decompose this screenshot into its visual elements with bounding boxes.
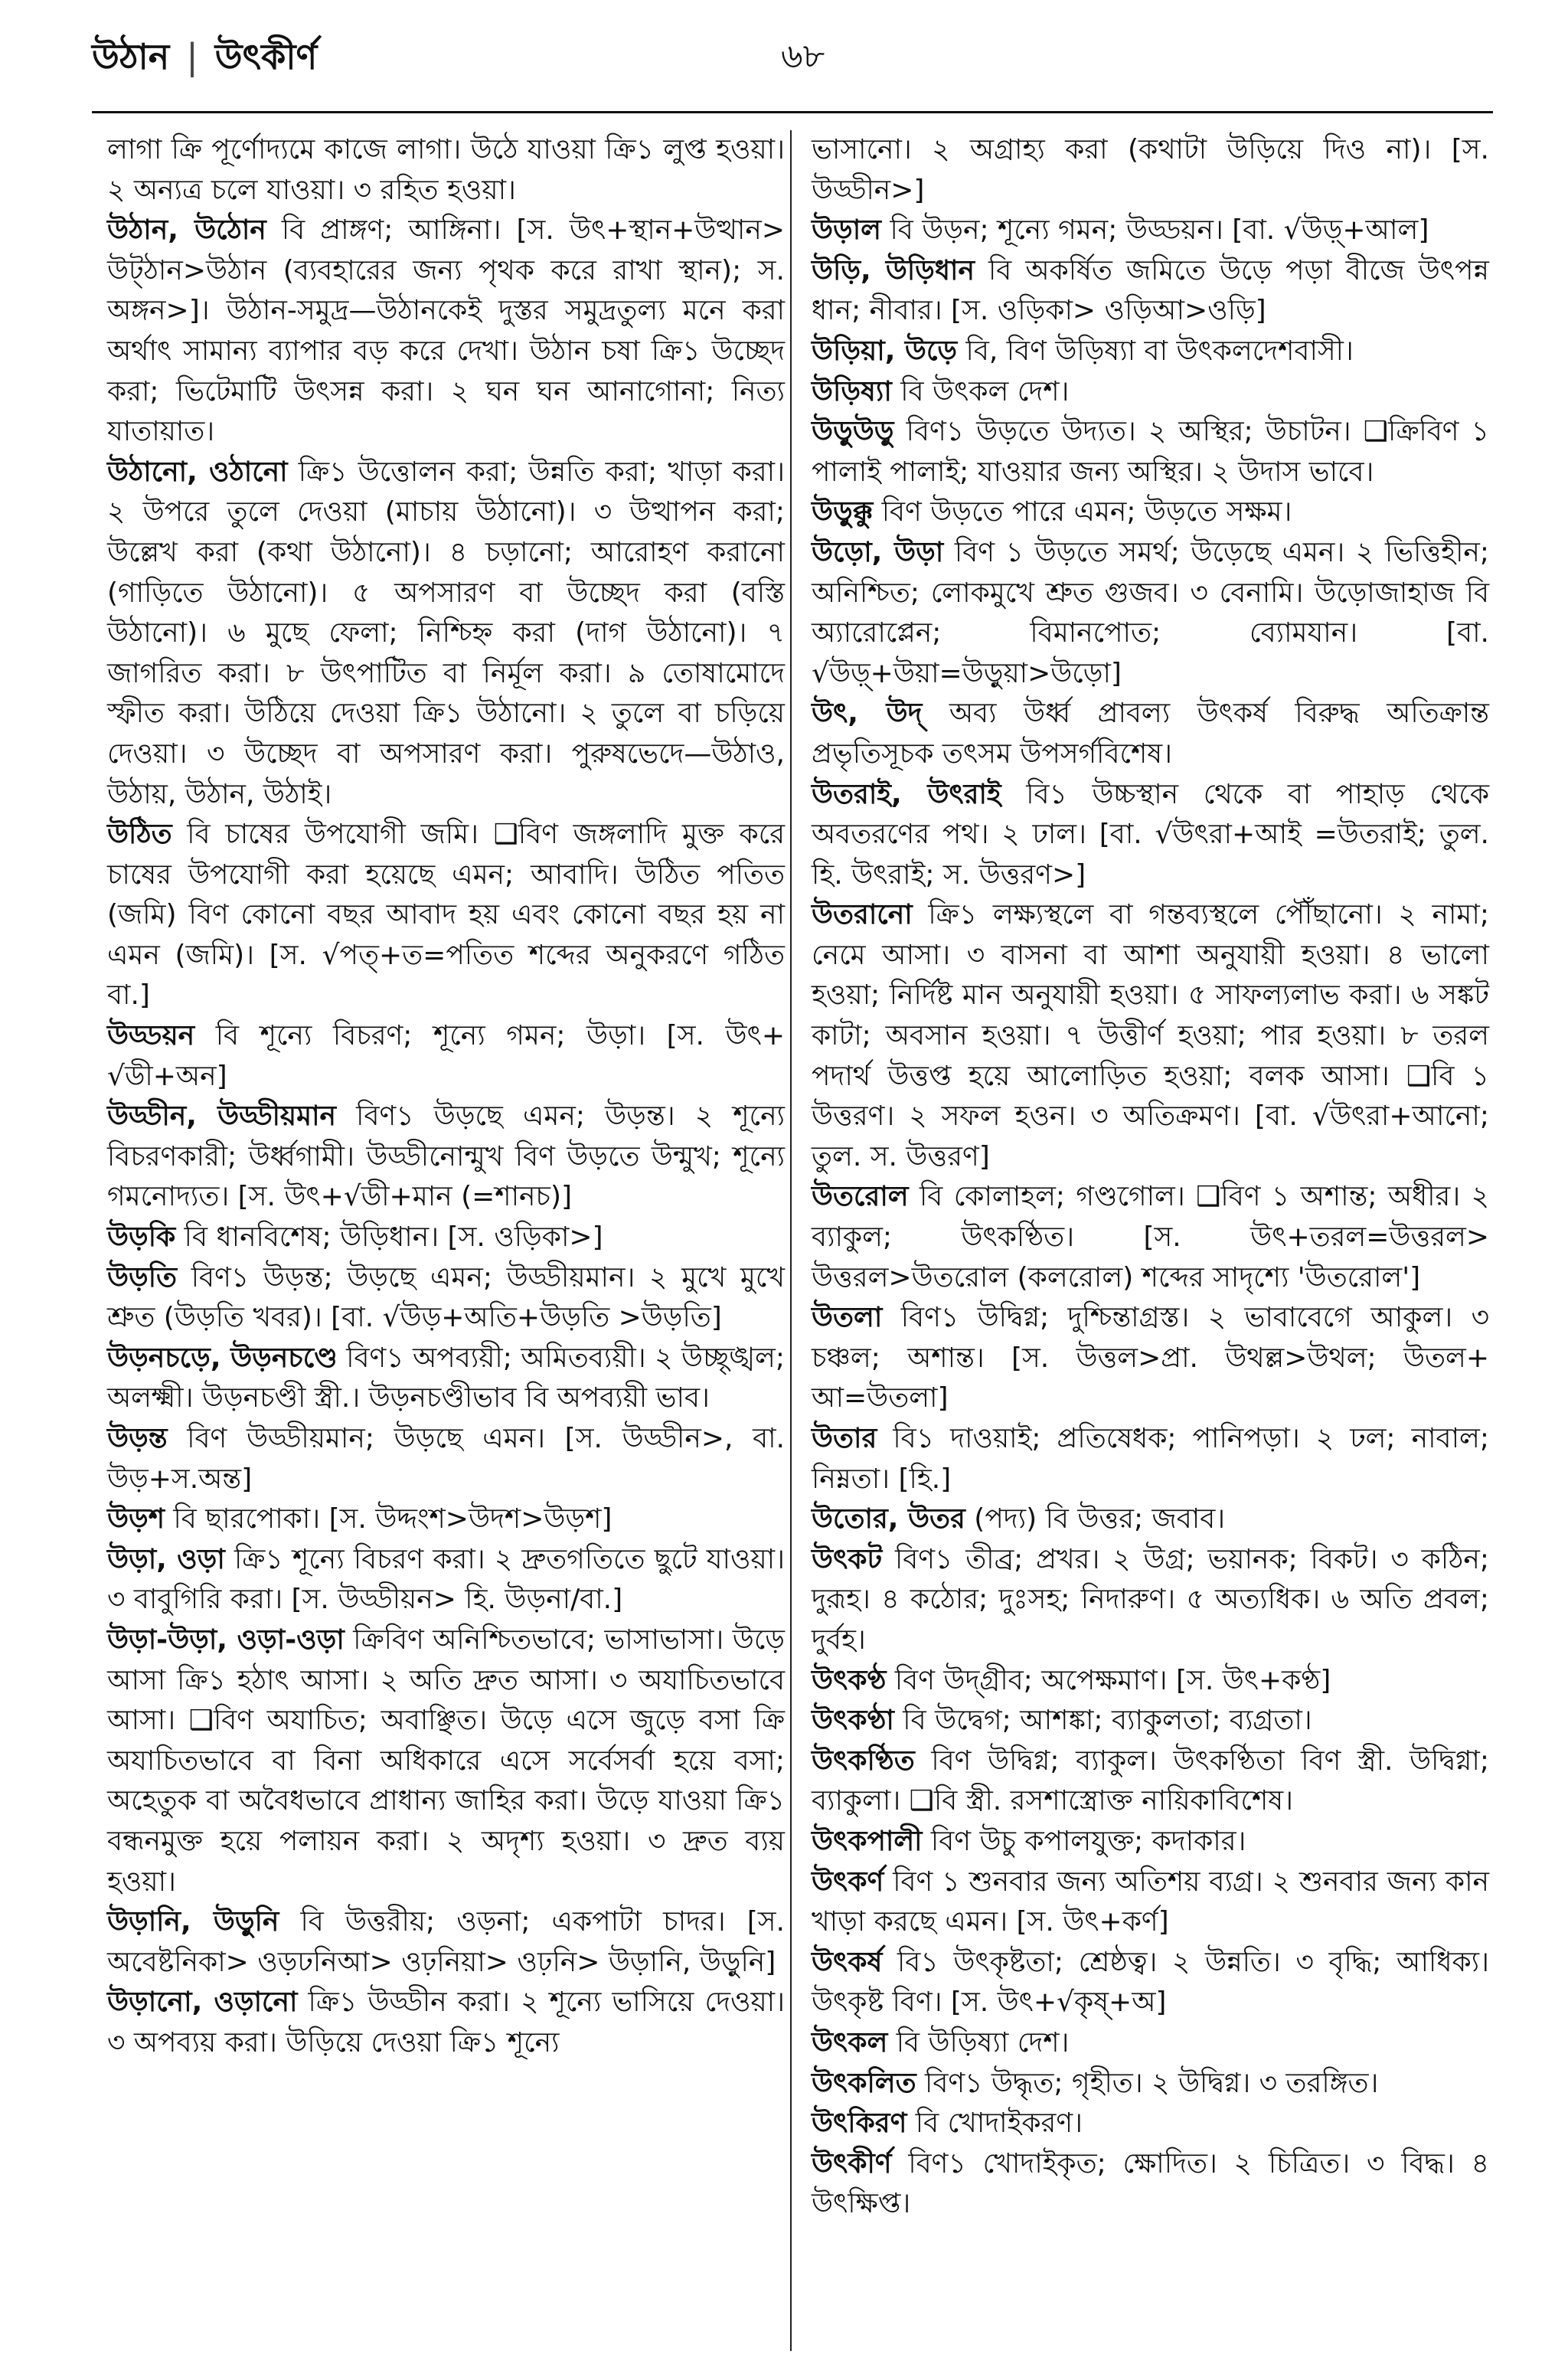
dictionary-entry [107, 1097, 785, 1218]
entry-headword: উড়ুক্কু [812, 496, 874, 528]
dictionary-entry [812, 1741, 1489, 1822]
dictionary-entry [107, 1419, 785, 1499]
entry-headword: উৎকল [812, 2026, 888, 2058]
dictionary-entry [812, 1177, 1489, 1298]
entry-headword: উড়িয়া, উড়ে [812, 335, 958, 367]
dictionary-entry [812, 372, 1489, 413]
entry-headword: উৎকণ্ঠ [812, 1664, 887, 1696]
header-rule [92, 111, 1493, 113]
dictionary-entry [812, 1419, 1489, 1499]
entry-definition: বিণ ১ উড়তে সমর্থ; উড়েছে এমন। ২ ভিত্তিহীন; অনিশ্চিত; লোকমুখে শ্রুত গুজব। ৩ বেনামি। উড়োজাহাজ বি অ্যারোপ্লেন; বিমানপোত; ব্যোমযান। [বা. √উড়্‌+উয়া=উড়ুয়া>উড়ো] [812, 536, 1489, 689]
entry-definition: বি উত্তরীয়; ওড়না; একপাটা চাদর। [স. অবেষ্টনিকা> ওড়ঢনিআ> ওঢ়নিয়া> ওঢ়নি> উড়ানি, উড়ুনি] [107, 1906, 785, 1978]
entry-headword: উৎকর্ণ [812, 1866, 884, 1898]
entry-headword: উতলা [812, 1302, 883, 1334]
entry-definition: বি১ উচ্চস্থান থেকে বা পাহাড় থেকে অবতরণের পথ। ২ ঢাল। [বা. √উৎরা+আই =উতরাই; তুল. হি. উৎরাই; স. উত্তরণ>] [812, 778, 1489, 891]
entry-headword: উড়তি [107, 1261, 178, 1293]
dictionary-entry [812, 332, 1489, 372]
left-column [107, 130, 785, 2064]
dictionary-entry [812, 2064, 1489, 2104]
entry-definition: ক্রি১ শূন্যে বিচরণ করা। ২ দ্রুতগতিতে ছুটে যাওয়া। ৩ বাবুগিরি করা। [স. উড্ডীয়ন> হি. উড়না/বা.] [107, 1543, 785, 1616]
entry-headword: উৎকলিত [812, 2067, 916, 2099]
entry-definition: অব্য উর্ধ্ব প্রাবল্য উৎকর্ষ বিরুদ্ধ অতিক্রান্ত প্রভৃতিসূচক তৎসম উপসর্গবিশেষ। [812, 698, 1489, 770]
dictionary-entry [107, 1902, 785, 1983]
entry-headword: উৎ, উদ্‌ [812, 698, 923, 730]
entry-definition: বি খোদাইকরণ। [906, 2107, 1083, 2140]
dictionary-entry [812, 1822, 1489, 1862]
dictionary-entry [812, 533, 1489, 694]
dictionary-entry [107, 1218, 785, 1258]
entry-definition: বিণ১ উড়ছে এমন; উড়ন্ত। ২ শূন্যে বিচরণকারী; উর্ধ্বগামী। উড্ডীনোন্মুখ বিণ উড়তে উন্মুখ; শূন্যে গমনোদ্যত। [স. উৎ+√ডী+মান (=শানচ)] [107, 1100, 785, 1213]
entry-definition: বিণ১ তীব্র; প্রখর। ২ উগ্র; ভয়ানক; বিকট। ৩ কঠিন; দুরূহ। ৪ কঠোর; দুঃসহ; নিদারুণ। ৫ অত্যধিক। ৬ অতি প্রবল; দুর্বহ। [812, 1543, 1489, 1656]
entry-definition: বিণ উড্ডীয়মান; উড়ছে এমন। [স. উড্ডীন>, বা. উড়+স.অন্ত] [107, 1423, 785, 1495]
entry-definition: বি, বিণ উড়িষ্যা বা উৎকলদেশবাসী। [957, 335, 1354, 367]
entry-headword: উড়শ [107, 1503, 165, 1535]
dictionary-entry [107, 1499, 785, 1540]
entry-headword: উড়ানি, উড়ুনি [107, 1906, 279, 1938]
entry-headword: উড়া, ওড়া [107, 1543, 225, 1575]
entry-headword: উড়াল [812, 214, 882, 247]
dictionary-entry [812, 2104, 1489, 2144]
dictionary-entry [107, 1620, 785, 1902]
dictionary-entry [107, 1016, 785, 1097]
entry-definition: লাগা ক্রি পূর্ণোদ্যমে কাজে লাগা। উঠে যাওয়া ক্রি১ লুপ্ত হওয়া। ২ অন্যত্র চলে যাওয়া। ৩ রহিত হওয়া। [107, 134, 785, 206]
entry-definition: বি উড়িষ্যা দেশ। [887, 2026, 1070, 2058]
dictionary-entry [812, 694, 1489, 774]
dictionary-entry [107, 453, 785, 815]
running-head [92, 31, 317, 89]
entry-headword: উঠিত [107, 819, 172, 851]
entry-headword: উঠান, উঠোন [107, 214, 266, 247]
entry-headword: উৎকর্ষ [812, 1946, 883, 1978]
dictionary-entry [812, 895, 1489, 1177]
entry-definition: বিণ১ অপব্যয়ী; অমিতব্যয়ী। ২ উচ্ছৃঙ্খল; অলক্ষ্মী। উড়নচণ্ডী স্ত্রী.। উড়নচণ্ডীভাব বি অপব্যয়ী ভাব। [107, 1342, 785, 1414]
entry-definition: বিণ১ উদ্ধৃত; গৃহীত। ২ উদ্বিগ্ন। ৩ তরঙ্গিত। [916, 2067, 1379, 2099]
entry-headword: উড়িষ্যা [812, 375, 892, 407]
entry-headword: উড়ানো, ওড়ানো [107, 1987, 298, 2019]
entry-headword: উৎকট [812, 1543, 883, 1575]
dictionary-entry [107, 1983, 785, 2063]
dictionary-entry [812, 2144, 1489, 2225]
entry-definition: বিণ উড়তে পারে এমন; উড়তে সক্ষম। [873, 496, 1292, 528]
entry-definition: বি ছারপোকা। [স. উদ্দংশ>উদশ>উড়শ] [165, 1503, 612, 1535]
column-divider [790, 130, 792, 2351]
entry-definition: (পদ্য) বি উত্তর; জবাব। [965, 1503, 1226, 1535]
entry-headword: উড্ডীন, উড্ডীয়মান [107, 1100, 337, 1133]
dictionary-entry [812, 1298, 1489, 1419]
entry-headword: উড়ি, উড়িধান [812, 254, 975, 286]
entry-definition: বি অকর্ষিত জমিতে উড়ে পড়া বীজে উৎপন্ন ধান; নীবার। [স. ওড়িকা> ওড়িআ>ওড়ি] [812, 254, 1489, 327]
entry-definition: ক্রিবিণ অনিশ্চিতভাবে; ভাসাভাসা। উড়ে আসা ক্রি১ হঠাৎ আসা। ২ অতি দ্রুত আসা। ৩ অযাচিতভাবে আসা। ❑বিণ অযাচিত; অবাঞ্ছিত। উড়ে এসে জুড়ে বসা ক্রি অযাচিতভাবে বা বিনা অধিকারে এসে সর্বেসর্বা হয়ে বসা; অহেতুক বা অবৈধভাবে প্রাধান্য জাহির করা। উড়ে যাওয়া ক্রি১ বন্ধনমুক্ত হয়ে পলায়ন করা। ২ অদৃশ্য হওয়া। ৩ দ্রুত ব্যয় হওয়া। [107, 1624, 785, 1898]
entry-headword: উতরাই, উৎরাই [812, 778, 1001, 810]
entry-definition: বিণ১ খোদাইকৃত; ক্ষোদিত। ২ চিত্রিত। ৩ বিদ্ধ। ৪ উৎক্ষিপ্ত। [812, 2147, 1489, 2220]
entry-definition: বি ধানবিশেষ; উড়িধান। [স. ওড়িকা>] [175, 1221, 603, 1254]
dictionary-entry [812, 130, 1489, 211]
entry-headword: উতার [812, 1423, 877, 1454]
dictionary-entry [812, 211, 1489, 251]
entry-definition: বিণ উদ্বিগ্ন; ব্যাকুল। উৎকণ্ঠিতা বিণ স্ত্রী. উদ্বিগ্না; ব্যাকুলা। ❑বি স্ত্রী. রসশাস্ত্রোক্ত নায়িকাবিশেষ। [812, 1745, 1489, 1817]
entry-headword: উৎকণ্ঠিত [812, 1745, 915, 1777]
entry-headword: উৎকণ্ঠা [812, 1705, 894, 1737]
left-headword: উঠান [92, 36, 170, 77]
entry-headword: উড়কি [107, 1221, 176, 1254]
entry-definition: বি উৎকল দেশ। [891, 375, 1070, 407]
dictionary-entry [812, 1499, 1489, 1540]
entry-definition: বি প্রাঙ্গণ; আঙ্গিনা। [স. উৎ+স্থান+উত্থান> উট্‌ঠান>উঠান (ব্যবহারের জন্য পৃথক করে রাখা স্থান); স. অঙ্গন>]। উঠান-সমুদ্র—উঠানকেই দুস্তর সমুদ্রতুল্য মনে করা অর্থাৎ সামান্য ব্যাপার বড় করে দেখা। উঠান চষা ক্রি১ উচ্ছেদ করা; ভিটেমাটি উৎসন্ন করা। ২ ঘন ঘন আনাগোনা; নিত্য যাতায়াত। [107, 214, 786, 448]
entry-headword: উৎকপালী [812, 1825, 923, 1857]
dictionary-entry [812, 1943, 1489, 2023]
dictionary-entry [812, 1661, 1489, 1702]
dictionary-entry [107, 1540, 785, 1620]
entry-headword: উড়ো, উড়া [812, 536, 944, 568]
entry-definition: ক্রি১ উড্ডীন করা। ২ শূন্যে ভাসিয়ে দেওয়া। ৩ অপব্যয় করা। উড়িয়ে দেওয়া ক্রি১ শূন্যে [107, 1987, 785, 2058]
dictionary-entry [812, 1862, 1489, 1943]
dictionary-entry [812, 251, 1489, 332]
entry-definition: বিণ১ উড়তে উদ্যত। ২ অস্থির; উচাটন। ❑ক্রিবিণ ১ পালাই পালাই; যাওয়ার জন্য অস্থির। ২ উদাস ভাবে। [812, 416, 1489, 488]
entry-headword: উড্ডয়ন [107, 1020, 195, 1052]
entry-headword: উড়া-উড়া, ওড়া-ওড়া [107, 1624, 345, 1656]
entry-headword: উৎকিরণ [812, 2107, 907, 2140]
entry-headword: উৎকীর্ণ [812, 2147, 892, 2179]
dictionary-entry [812, 1540, 1489, 1661]
right-headword: উৎকীর্ণ [214, 36, 318, 77]
entry-definition: বি উড়ন; শূন্যে গমন; উড্ডয়ন। [বা. √উড়্‌+আল] [881, 214, 1429, 247]
entry-headword: উড়ুউড়ু [812, 416, 894, 448]
entry-definition: বিণ১ উদ্বিগ্ন; দুশ্চিন্তাগ্রস্ত। ২ ভাবাবেগে আকুল। ৩ চঞ্চল; অশান্ত। [স. উত্তল>প্রা. উথল্ল>উথল; উতল+ আ=উতলা] [812, 1302, 1489, 1414]
entry-definition: বিণ উদ্‌গ্রীব; অপেক্ষমাণ। [স. উৎ+কণ্ঠ] [886, 1664, 1331, 1696]
entry-headword: উঠানো, ওঠানো [107, 456, 288, 488]
entry-definition: বিণ ১ শুনবার জন্য অতিশয় ব্যগ্র। ২ শুনবার জন্য কান খাড়া করছে এমন। [স. উৎ+কর্ণ] [812, 1866, 1489, 1938]
entry-headword: উড়নচড়ে, উড়নচণ্ডে [107, 1342, 338, 1374]
entry-definition: বি উদ্বেগ; আশঙ্কা; ব্যাকুলতা; ব্যগ্রতা। [893, 1705, 1312, 1737]
page-number: ৬৮ [781, 37, 825, 76]
dictionary-entry [812, 2023, 1489, 2064]
dictionary-entry [107, 130, 785, 211]
dictionary-entry [812, 492, 1489, 533]
entry-headword: উতরানো [812, 899, 913, 931]
entry-definition: বি চাষের উপযোগী জমি। ❑বিণ জঙ্গলাদি মুক্ত করে চাষের উপযোগী করা হয়েছে এমন; আবাদি। উঠিত পতিত (জমি) বিণ কোনো বছর আবাদ হয় এবং কোনো বছর হয় না এমন (জমি)। [স. √পত্‌+ত=পতিত শব্দের অনুকরণে গঠিত বা.] [107, 819, 785, 1012]
dictionary-entry [812, 412, 1489, 492]
entry-headword: উতরোল [812, 1181, 909, 1213]
entry-definition: ক্রি১ উত্তোলন করা; উন্নতি করা; খাড়া করা। ২ উপরে তুলে দেওয়া (মাচায় উঠানো)। ৩ উত্থাপন করা; উল্লেখ করা (কথা উঠানো)। ৪ চড়ানো; আরোহণ করানো (গাড়িতে উঠানো)। ৫ অপসারণ বা উচ্ছেদ করা (বস্তি উঠানো)। ৬ মুছে ফেলা; নিশ্চিহ্ন করা (দাগ উঠানো)। ৭ জাগরিত করা। ৮ উৎপাটিত বা নির্মূল করা। ৯ তোষামোদে স্ফীত করা। উঠিয়ে দেওয়া ক্রি১ উঠানো। ২ তুলে বা চড়িয়ে দেওয়া। ৩ উচ্ছেদ বা অপসারণ করা। পুরুষভেদে—উঠাও, উঠায়, উঠান, উঠাই। [107, 456, 785, 810]
dictionary-entry [107, 815, 785, 1016]
entry-headword: উতোর, উতর [812, 1503, 965, 1535]
entry-definition: ভাসানো। ২ অগ্রাহ্য করা (কথাটা উড়িয়ে দিও না)। [স. উড্ডীন>] [812, 134, 1489, 206]
entry-definition: বিণ উচু কপালযুক্ত; কদাকার। [922, 1825, 1246, 1857]
entry-definition: বিণ১ উড়ন্ত; উড়ছে এমন; উড্ডীয়মান। ২ মুখে মুখে শ্রুত (উড়তি খবর)। [বা. √উড়+অতি+উড়তি >উড়তি] [107, 1261, 785, 1334]
entry-definition: বি১ দাওয়াই; প্রতিষেধক; পানিপড়া। ২ ঢল; নাবাল; নিম্নতা। [হি.] [812, 1423, 1489, 1495]
dictionary-entry [812, 1701, 1489, 1741]
entry-definition: ক্রি১ লক্ষ্যস্থলে বা গন্তব্যস্থলে পৌঁছানো। ২ নামা; নেমে আসা। ৩ বাসনা বা আশা অনুযায়ী হওয়া। ৪ ভালো হওয়া; নির্দিষ্ট মান অনুযায়ী হওয়া। ৫ সাফল্যলাভ করা। ৬ সঙ্কট কাটা; অবসান হওয়া। ৭ উত্তীর্ণ হওয়া; পার হওয়া। ৮ তরল পদার্থ উত্তপ্ত হয়ে আলোড়িত হওয়া; বলক আসা। ❑বি ১ উত্তরণ। ২ সফল হওন। ৩ অতিক্রমণ। [বা. √উৎরা+আনো; তুল. স. উত্তরণ] [812, 899, 1489, 1172]
header-separator: | [186, 36, 198, 77]
right-column [812, 130, 1489, 2225]
dictionary-entry [107, 211, 785, 453]
entry-headword: উড়ন্ত [107, 1423, 168, 1454]
dictionary-entry [812, 775, 1489, 896]
entry-definition: বি১ উৎকৃষ্টতা; শ্রেষ্ঠত্ব। ২ উন্নতি। ৩ বৃদ্ধি; আধিক্য। উৎকৃষ্ট বিণ। [স. উৎ+√কৃষ্‌+অ] [812, 1946, 1489, 2019]
dictionary-entry [107, 1339, 785, 1419]
entry-definition: বি শূন্যে বিচরণ; শূন্যে গমন; উড়া। [স. উৎ+ √ডী+অন] [107, 1020, 785, 1092]
dictionary-entry [107, 1258, 785, 1339]
page-header [92, 31, 1493, 92]
entry-definition: বি কোলাহল; গণ্ডগোল। ❑বিণ ১ অশান্ত; অধীর। ২ ব্যাকুল; উৎকণ্ঠিত। [স. উৎ+তরল=উত্তরল> উত্তরল>উতরোল (কলরোল) শব্দের সাদৃশ্যে 'উতরোল'] [812, 1181, 1489, 1293]
